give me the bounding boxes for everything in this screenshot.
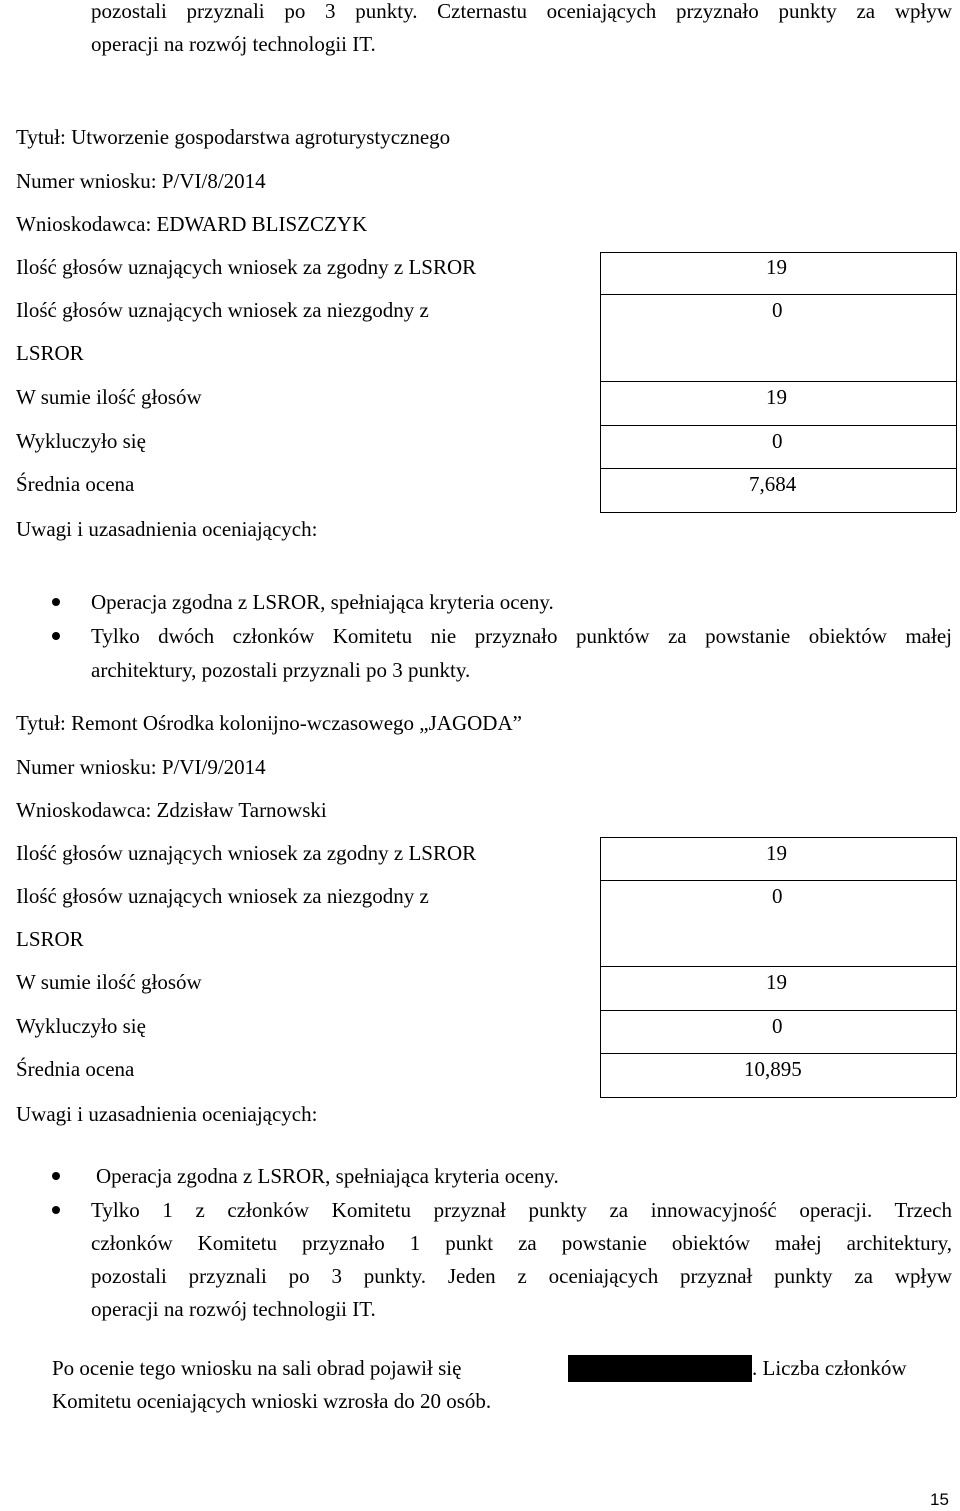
s2-favour-value: 19 <box>766 841 787 865</box>
intro-line-1: pozostali przyznali po 3 punkty. Czternastu oceniających przyznało punkty za wpływ <box>91 0 952 23</box>
closing-part-1: Po ocenie tego wniosku na sali obrad pojawił się <box>52 1356 462 1380</box>
section2-title: Tytuł: Remont Ośrodka kolonijno-wczasowego „JAGODA” <box>16 711 522 735</box>
section1-applicant: Wnioskodawca: EDWARD BLISZCZYK <box>16 212 368 236</box>
s1-bullet-2-cont: architektury, pozostali przyznali po 3 punkty. <box>91 658 471 682</box>
page-number: 15 <box>930 1490 949 1509</box>
s2-against-value: 0 <box>772 884 783 908</box>
section2-remarks-label: Uwagi i uzasadnienia oceniających: <box>16 1102 318 1126</box>
s1-favour-label: Ilość głosów uznających wniosek za zgodny z LSROR <box>16 255 477 279</box>
s1-against-label: Ilość głosów uznających wniosek za niezgodny z <box>16 298 429 322</box>
s1-excluded-label: Wykluczyło się <box>16 429 146 453</box>
bullet-icon <box>52 598 60 606</box>
s1-excluded-value: 0 <box>772 429 783 453</box>
s2-favour-label: Ilość głosów uznających wniosek za zgodny z LSROR <box>16 841 477 865</box>
s1-total-value: 19 <box>766 385 787 409</box>
s1-against-value: 0 <box>772 298 783 322</box>
closing-line-2: Komitetu oceniających wnioski wzrosła do 20 osób. <box>52 1389 492 1413</box>
s2-average-value: 10,895 <box>744 1057 802 1081</box>
s1-against-label-cont: LSROR <box>16 341 84 365</box>
s2-total-label: W sumie ilość głosów <box>16 970 202 994</box>
s2-total-value: 19 <box>766 970 787 994</box>
s2-average-label: Średnia ocena <box>16 1057 135 1081</box>
closing-part-2: . Liczba członków <box>752 1356 907 1380</box>
s1-bullet-1: Operacja zgodna z LSROR, spełniająca kryteria oceny. <box>91 590 554 614</box>
s1-bullet-2: Tylko dwóch członków Komitetu nie przyznało punktów za powstanie obiektów małej <box>91 624 952 648</box>
bullet-icon <box>52 632 60 640</box>
s1-average-label: Średnia ocena <box>16 472 135 496</box>
bullet-icon <box>52 1206 60 1214</box>
s2-against-label-cont: LSROR <box>16 927 84 951</box>
section1-number: Numer wniosku: P/VI/8/2014 <box>16 169 266 193</box>
s1-average-value: 7,684 <box>749 472 797 496</box>
s2-bullet-2-cont-1: członków Komitetu przyznało 1 punkt za powstanie obiektów małej architektury, <box>91 1231 952 1255</box>
bullet-icon <box>52 1172 60 1180</box>
s2-bullet-2-cont-3: operacji na rozwój technologii IT. <box>91 1297 376 1321</box>
s1-total-label: W sumie ilość głosów <box>16 385 202 409</box>
section1-remarks-label: Uwagi i uzasadnienia oceniających: <box>16 517 318 541</box>
s2-bullet-2: Tylko 1 z członków Komitetu przyznał punkty za innowacyjność operacji. Trzech <box>91 1198 952 1222</box>
redaction-bar <box>568 1355 752 1382</box>
section1-title: Tytuł: Utworzenie gospodarstwa agroturystycznego <box>16 125 451 149</box>
s2-excluded-value: 0 <box>772 1014 783 1038</box>
s2-against-label: Ilość głosów uznających wniosek za niezgodny z <box>16 884 429 908</box>
section2-applicant: Wnioskodawca: Zdzisław Tarnowski <box>16 798 327 822</box>
s2-excluded-label: Wykluczyło się <box>16 1014 146 1038</box>
s1-favour-value: 19 <box>766 255 787 279</box>
s2-bullet-2-cont-2: pozostali przyznali po 3 punkty. Jeden z oceniających przyznał punkty za wpływ <box>91 1264 952 1288</box>
section2-number: Numer wniosku: P/VI/9/2014 <box>16 755 266 779</box>
intro-line-2: operacji na rozwój technologii IT. <box>91 32 376 56</box>
s2-bullet-1: Operacja zgodna z LSROR, spełniająca kryteria oceny. <box>96 1164 559 1188</box>
